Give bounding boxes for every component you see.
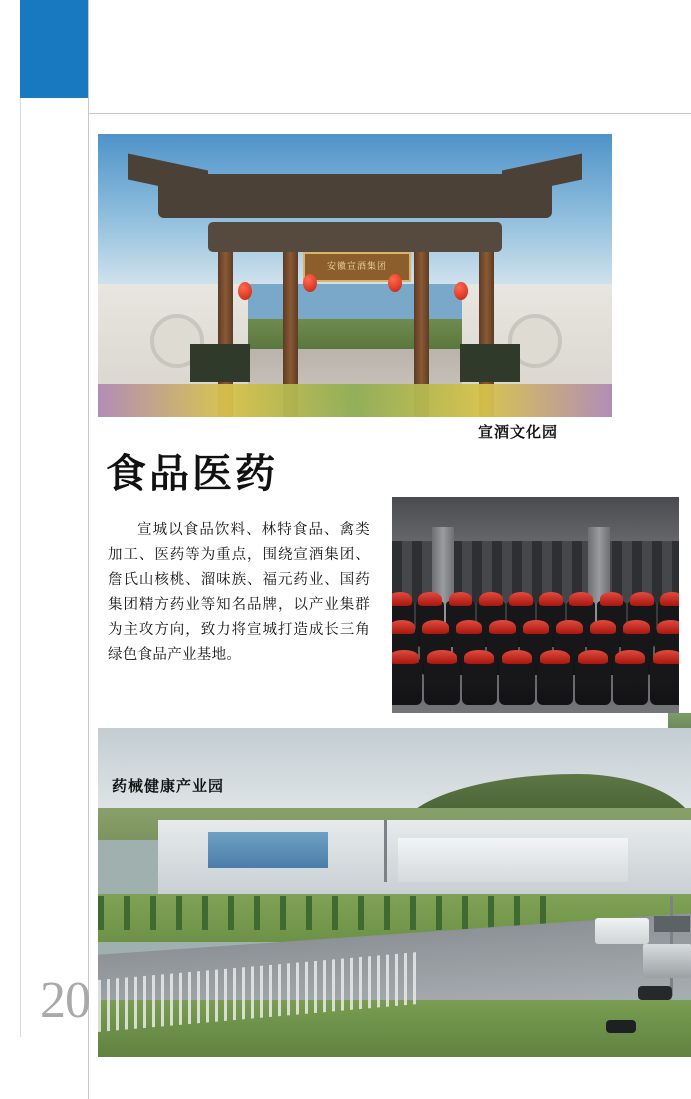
wine-jars-photo (392, 497, 679, 713)
vertical-rule (88, 0, 89, 1099)
wine-jar (575, 659, 611, 705)
gateway-photo-caption: 宣酒文化园 (478, 423, 559, 441)
wine-jar (650, 659, 679, 705)
wine-jar (613, 659, 649, 705)
gateway-photo (98, 134, 612, 417)
industrial-park-photo-caption: 药械健康产业园 (112, 777, 225, 795)
page-title: 食品医药 (106, 450, 278, 497)
wine-jar (424, 659, 460, 705)
gateway-plaque: 安徽宣酒集团 (303, 252, 411, 282)
accent-block (20, 0, 88, 98)
truck-vehicle (643, 944, 691, 978)
body-paragraph: 宣城以食品饮料、林特食品、禽类加工、医药等为重点，围绕宣酒集团、詹氏山核桃、溜味族、福元药业、国药集团精方药业等知名品牌，以产业集群为主攻方向，致力将宣城打造成长三角绿色食品产业基地。 (108, 522, 370, 663)
jar-row (392, 659, 679, 705)
bottom-margin-block (20, 1037, 88, 1099)
horizontal-rule (88, 113, 691, 114)
flower-bed (98, 384, 612, 417)
car-vehicle (606, 1020, 636, 1033)
page-number: 20 (40, 972, 90, 1029)
blue-building (208, 832, 328, 868)
wine-jar (392, 659, 422, 705)
white-building (398, 838, 628, 882)
wine-jar (537, 659, 573, 705)
road-sign (654, 916, 690, 932)
lantern-icon (454, 282, 468, 300)
roof-upper (158, 174, 552, 218)
lantern-icon (303, 274, 317, 292)
vertical-rule-secondary (20, 98, 21, 1099)
roof-lower (208, 222, 502, 252)
car-vehicle (638, 986, 672, 1000)
page-left-margin (0, 0, 20, 1099)
lantern-icon (388, 274, 402, 292)
tree-row (98, 896, 558, 930)
bus-vehicle (595, 918, 649, 944)
wine-jar (462, 659, 498, 705)
tower-pole (384, 820, 387, 882)
fence-right (460, 344, 520, 382)
wine-jar (499, 659, 535, 705)
lantern-icon (238, 282, 252, 300)
fence-left (190, 344, 250, 382)
